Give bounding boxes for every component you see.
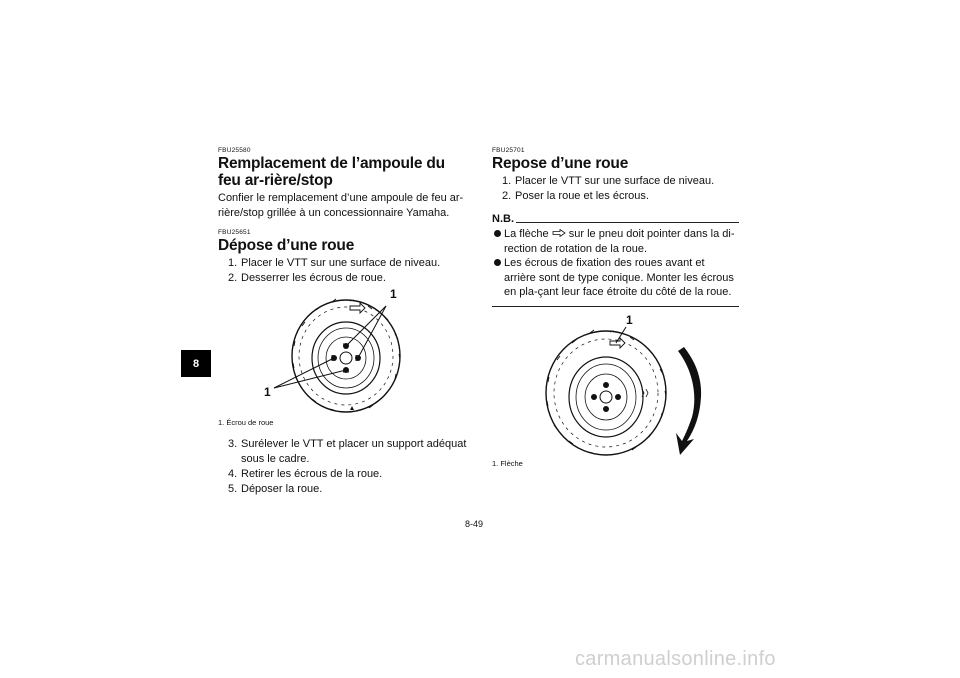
direction-arrow-icon — [552, 229, 566, 237]
section-code: FBU25580 — [218, 147, 251, 154]
callout-number: 1 — [626, 312, 633, 327]
note-rule — [516, 222, 739, 223]
step-item: 2. Poser la roue et les écrous. — [502, 190, 649, 202]
chapter-number: 8 — [192, 357, 200, 370]
steps-list — [492, 174, 739, 204]
step-item: 4. Retirer les écrous de la roue. — [228, 468, 383, 480]
wheel-tire-icon — [218, 286, 470, 416]
section-title-wheel-install: Repose d’une roue — [492, 155, 629, 172]
step-item: 1. Placer le VTT sur une surface de niveau. — [502, 175, 715, 187]
bullet-icon — [494, 259, 501, 266]
wheel-nuts-illustration — [218, 286, 470, 416]
note-item: Les écrous de fixation des roues avant et arrière sont de type conique. Monter les écrous en pla-çant leur face étroite du côté de la roue. — [492, 256, 739, 300]
watermark: carmanualsonline.info — [575, 648, 776, 670]
section-code: FBU25651 — [218, 229, 251, 236]
section-code: FBU25701 — [492, 147, 525, 154]
note-header — [492, 213, 739, 225]
wheel-rotation-icon — [492, 307, 739, 457]
note-item: La flèche sur le pneu doit pointer dans la di-rection de rotation de la roue. — [492, 227, 739, 256]
section-title-tail-light: Remplacement de l’ampoule du feu ar-rière/stop — [218, 155, 445, 189]
figure-caption: 1. Écrou de roue — [218, 418, 274, 427]
page-number: 8-49 — [465, 519, 484, 529]
figure-caption: 1. Flèche — [492, 458, 523, 468]
steps-list — [218, 437, 470, 497]
steps-list — [218, 256, 470, 286]
step-item: 2. Desserrer les écrous de roue. — [228, 272, 386, 284]
section-title-wheel-removal: Dépose d’une roue — [218, 237, 355, 254]
right-column — [492, 147, 739, 468]
callout-number: 1 — [390, 287, 397, 301]
wheel-arrow-illustration — [492, 307, 739, 457]
chapter-tab — [181, 350, 211, 377]
note-list — [492, 227, 739, 300]
note-label: N.B. — [492, 213, 514, 225]
section-paragraph: Confier le remplacement d’une ampoule de feu ar-rière/stop grillée à un concessionnaire Yamaha. — [218, 192, 464, 219]
step-item: 5. Déposer la roue. — [228, 483, 323, 495]
left-column — [218, 147, 470, 497]
step-item: 3. Surélever le VTT et placer un support adéquat sous le cadre. — [228, 438, 467, 465]
step-item: 1. Placer le VTT sur une surface de niveau. — [228, 257, 441, 269]
callout-number: 1 — [264, 385, 271, 399]
bullet-icon — [494, 230, 501, 237]
